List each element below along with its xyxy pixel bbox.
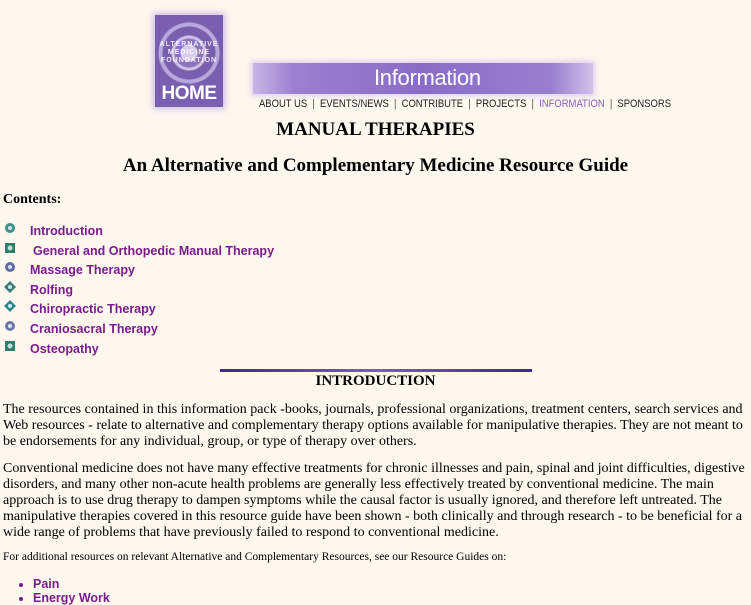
flower-bullet-icon: [4, 340, 16, 352]
page-title: MANUAL THERAPIES: [276, 119, 475, 140]
toc-link-introduction[interactable]: Introduction: [30, 224, 103, 238]
toc-link-chiropractic[interactable]: Chiropractic Therapy: [30, 302, 156, 317]
top-nav: ABOUT US | EVENTS/NEWS | CONTRIBUTE | PROJECTS | INFORMATION | SPONSORS: [259, 98, 672, 110]
section-divider: [220, 369, 532, 372]
logo-ring-text: ALTERNATIVE MEDICINE FOUNDATION: [159, 41, 219, 64]
flower-bullet-icon: [4, 261, 16, 273]
introduction-heading: INTRODUCTION: [315, 373, 436, 389]
flower-bullet-icon: [4, 222, 16, 234]
resource-link-energy-work[interactable]: Energy Work: [33, 591, 110, 605]
toc-link-rolfing[interactable]: Rolfing: [30, 282, 74, 297]
contents-label: Contents:: [3, 192, 62, 207]
list-item: [33, 591, 110, 605]
flower-bullet-icon: [4, 242, 16, 254]
toc-link-craniosacral[interactable]: Craniosacral Therapy: [30, 321, 158, 336]
nav-projects[interactable]: PROJECTS: [475, 98, 527, 110]
home-logo[interactable]: [155, 15, 223, 107]
nav-events-news[interactable]: EVENTS/NEWS: [319, 98, 389, 110]
nav-information[interactable]: INFORMATION: [539, 98, 605, 110]
toc-link-osteopathy[interactable]: Osteopathy: [30, 341, 99, 356]
information-banner: [253, 63, 593, 94]
resource-guide-list: [18, 577, 110, 605]
nav-sponsors[interactable]: SPONSORS: [617, 98, 672, 110]
flower-bullet-icon: [4, 320, 16, 332]
intro-paragraph-2: Conventional medicine does not have many effective treatments for chronic illnesses and pain, spinal and joint difficulties, digestive disorders, and many other non-acute health problems are generally less effectively treated by conventional medicine. The main approach is to use drug therapy to dampen symptoms while the causal factor is usually ignored, and therefore left untreated. The manipulative therapies covered in this resource guide have been shown - both clinically and through research - to be beneficial for a wide range of problems that have previously failed to respond to conventional medicine.: [3, 461, 745, 540]
page-subtitle: An Alternative and Complementary Medicine Resource Guide: [122, 155, 629, 176]
nav-contribute[interactable]: CONTRIBUTE: [401, 98, 464, 110]
additional-resources-note: For additional resources on relevant Alternative and Complementary Resources, see our Resource Guides on:: [3, 551, 507, 563]
flower-bullet-icon: [4, 300, 16, 312]
intro-paragraph-1: The resources contained in this information pack -books, journals, professional organizations, treatment centers, search services and Web resources - relate to alternative and complementary therapy options available for manipulative therapies. They are not meant to be endorsements for any individual, group, or type of therapy over others.: [3, 402, 743, 449]
flower-bullet-icon: [4, 281, 16, 293]
nav-about-us[interactable]: ABOUT US: [259, 98, 308, 110]
list-item: [33, 577, 110, 591]
toc-link-general-orthopedic[interactable]: General and Orthopedic Manual Therapy: [33, 243, 275, 258]
home-label: HOME: [161, 83, 217, 104]
toc-link-massage[interactable]: Massage Therapy: [30, 263, 135, 278]
banner-label: Information: [374, 65, 481, 90]
resource-link-pain[interactable]: Pain: [33, 577, 60, 591]
